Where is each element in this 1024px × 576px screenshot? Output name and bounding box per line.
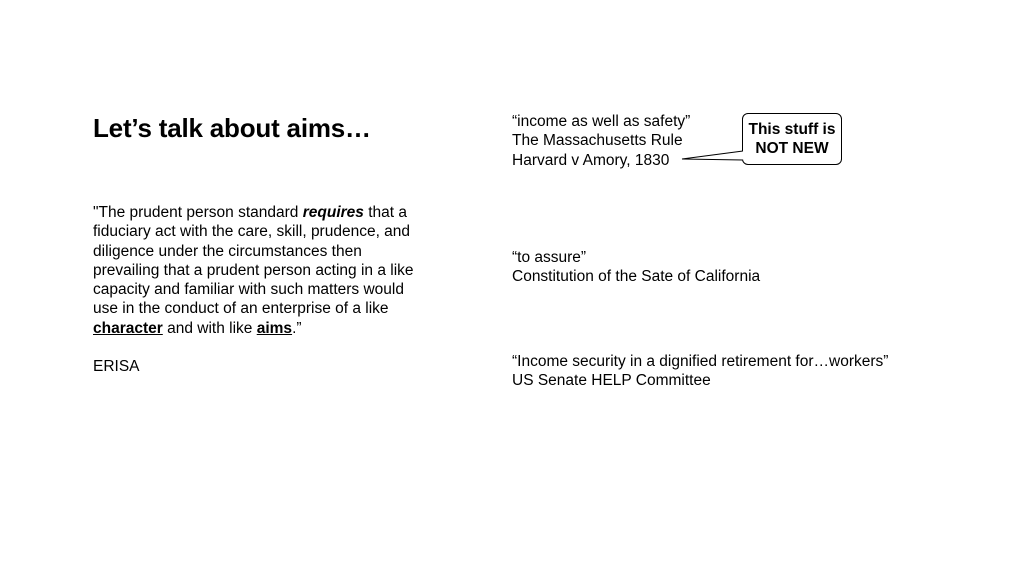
reference-massachusetts-rule	[512, 112, 690, 170]
reference-senate-help-committee	[512, 352, 888, 391]
quote-source: ERISA	[93, 358, 140, 375]
quote-part-3: and with like	[162, 319, 257, 337]
quote-part-1: "The prudent person standard	[93, 204, 303, 221]
reference-source: US Senate HELP Committee	[512, 372, 711, 390]
quote-emphasis-aims: aims	[256, 319, 293, 337]
reference-quote: “to assure”	[512, 249, 587, 266]
quote-part-4: .”	[292, 319, 302, 337]
quote-emphasis-character: character	[93, 319, 163, 337]
reference-quote: “Income security in a dignified retirement for…workers”	[512, 353, 889, 370]
reference-source: Constitution of the Sate of California	[512, 268, 761, 286]
slide-title: Let’s talk about aims…	[93, 113, 371, 143]
callout-line-1: This stuff is	[748, 120, 836, 138]
erisa-quote	[93, 203, 423, 338]
quote-emphasis-requires: requires	[302, 204, 364, 221]
quote-text	[93, 203, 423, 338]
callout-line-2: NOT NEW	[755, 140, 829, 157]
reference-california-constitution	[512, 248, 760, 287]
callout-box	[742, 113, 842, 165]
reference-source: The Massachusetts Rule	[512, 132, 683, 150]
quote-part-2: that a fiduciary act with the care, skill, prudence, and diligence under the circumstances then prevailing that a prudent person acting in a like capacity and familiar with such matters would use in the conduct of an enterprise of a like	[93, 204, 414, 318]
reference-citation: Harvard v Amory, 1830	[512, 151, 670, 169]
reference-quote: “income as well as safety”	[512, 113, 691, 130]
